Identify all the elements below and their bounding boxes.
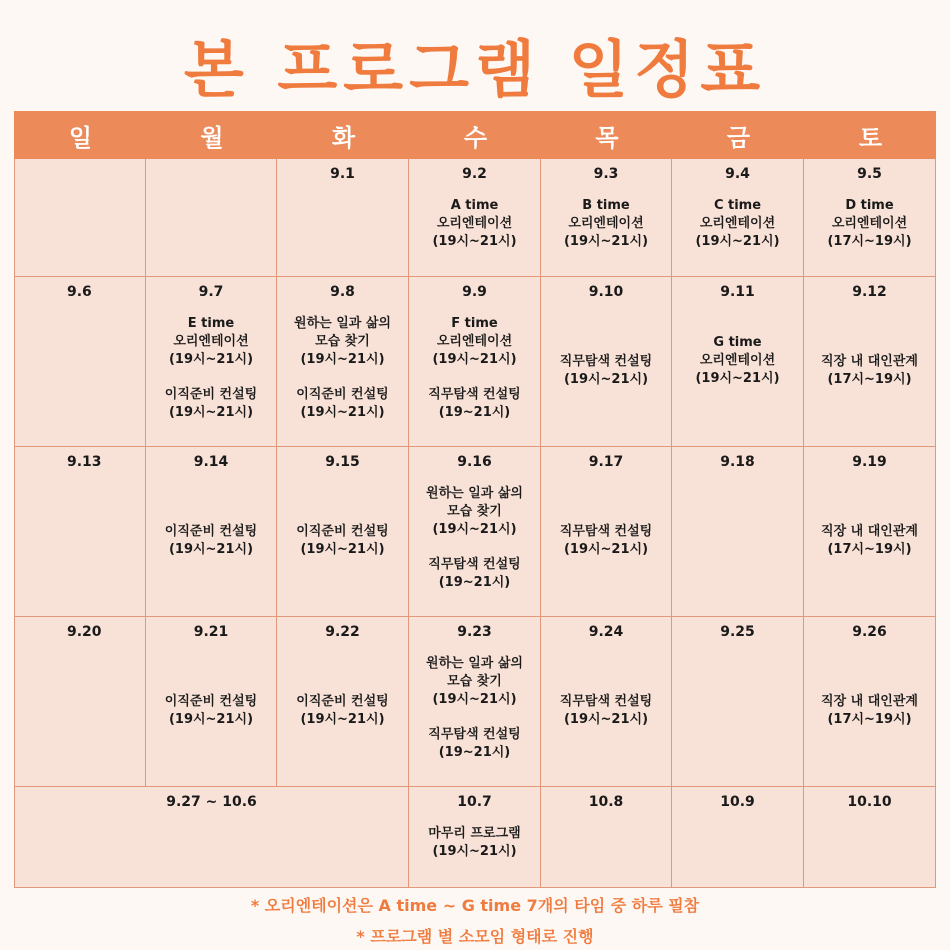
event-line: 직무탐색 컨설팅 xyxy=(559,354,653,369)
event-line: 이직준비 컨설팅 xyxy=(164,694,258,709)
day-events xyxy=(541,197,671,251)
day-date: 9.11 xyxy=(720,284,755,300)
event-line: (19시~21시) xyxy=(168,712,254,727)
note-small-group: * 프로그램 별 소모임 형태로 진행 xyxy=(356,927,594,946)
event-line: (19시~21시) xyxy=(300,405,385,420)
event-line: A time xyxy=(450,198,499,213)
calendar-day-cell xyxy=(804,787,936,888)
event-line: 원하는 일과 삶의 xyxy=(426,486,523,501)
event-line: 이직준비 컨설팅 xyxy=(164,524,258,539)
event-line: (17시~19시) xyxy=(827,542,912,557)
event-line: G time xyxy=(713,335,762,350)
event-line: 모습 찾기 xyxy=(315,334,370,349)
day-date: 9.5 xyxy=(857,166,882,182)
day-date: 9.16 xyxy=(457,454,492,470)
day-events xyxy=(409,655,540,762)
day-events xyxy=(804,655,935,729)
weekday-header-sat: 토 xyxy=(804,111,936,159)
calendar-day-cell xyxy=(672,617,804,787)
event-line: 오리엔테이션 xyxy=(699,353,776,368)
event-line: 오리엔테이션 xyxy=(436,334,513,349)
day-date: 9.12 xyxy=(852,284,887,300)
day-events xyxy=(804,485,935,559)
event-line: 원하는 일과 삶의 xyxy=(294,316,391,331)
event-line: (19시~21시) xyxy=(432,844,517,859)
calendar-day-cell xyxy=(804,277,936,447)
calendar-day-cell xyxy=(14,617,146,787)
event-line: 모습 찾기 xyxy=(447,674,502,689)
event-line: 이직준비 컨설팅 xyxy=(296,524,389,539)
day-date: 9.14 xyxy=(193,454,229,470)
day-date: 9.7 xyxy=(198,284,224,300)
day-date: 10.8 xyxy=(588,794,624,810)
event-line: 이직준비 컨설팅 xyxy=(296,694,389,709)
event-line: (19~21시) xyxy=(438,575,511,590)
event-spacer xyxy=(409,539,540,556)
day-events xyxy=(672,315,803,388)
event-line: 이직준비 컨설팅 xyxy=(164,387,258,402)
day-events xyxy=(146,655,276,729)
day-date: 9.20 xyxy=(67,624,102,640)
calendar-grid xyxy=(14,111,936,888)
day-date: 9.13 xyxy=(67,454,102,470)
event-line: (19시~21시) xyxy=(432,522,517,537)
event-line: 오리엔테이션 xyxy=(831,216,908,231)
day-date: 9.25 xyxy=(720,624,755,640)
event-line: 모습 찾기 xyxy=(447,504,502,519)
day-date: 10.9 xyxy=(720,794,755,810)
day-date xyxy=(15,165,145,183)
day-date: 9.26 xyxy=(852,624,887,640)
event-line: 오리엔테이션 xyxy=(568,216,644,231)
event-line: 직무탐색 컨설팅 xyxy=(428,557,521,572)
day-events xyxy=(672,197,803,251)
calendar-day-cell xyxy=(804,617,936,787)
event-spacer xyxy=(409,709,540,726)
calendar-day-cell xyxy=(541,617,672,787)
calendar-day-cell xyxy=(541,159,672,277)
day-date: 9.9 xyxy=(462,284,487,300)
event-line: (19시~21시) xyxy=(168,405,254,420)
event-line: 직무탐색 컨설팅 xyxy=(559,694,653,709)
calendar-day-cell xyxy=(146,617,277,787)
event-line: (17시~19시) xyxy=(827,234,912,249)
event-line: (19~21시) xyxy=(438,745,511,760)
event-line: (19시~21시) xyxy=(563,372,649,387)
day-events xyxy=(409,485,540,592)
event-line: 직무탐색 컨설팅 xyxy=(559,524,653,539)
day-events xyxy=(804,197,935,251)
day-date: 9.15 xyxy=(325,454,360,470)
weekday-header-fri: 금 xyxy=(672,111,804,159)
event-line: B time xyxy=(582,198,630,213)
event-line: (19시~21시) xyxy=(168,352,254,367)
day-date xyxy=(146,165,276,183)
day-events xyxy=(146,485,276,559)
calendar-day-cell xyxy=(804,447,936,617)
event-line: 직장 내 대인관계 xyxy=(821,694,918,709)
event-line: (19시~21시) xyxy=(563,712,649,727)
day-date: 10.7 xyxy=(457,794,492,810)
day-date: 9.4 xyxy=(725,166,750,182)
event-line: (19시~21시) xyxy=(695,371,780,386)
event-line: (19시~21시) xyxy=(300,542,385,557)
calendar-day-cell xyxy=(277,617,409,787)
calendar-day-cell xyxy=(672,277,804,447)
day-date: 9.8 xyxy=(330,284,355,300)
weekday-header-wed: 수 xyxy=(409,111,541,159)
calendar-day-cell xyxy=(146,447,277,617)
event-line: (19시~21시) xyxy=(563,542,649,557)
calendar-day-cell xyxy=(804,159,936,277)
calendar-day-cell xyxy=(409,447,541,617)
calendar-day-cell xyxy=(541,277,672,447)
day-events xyxy=(409,315,540,422)
calendar-day-cell xyxy=(409,159,541,277)
day-date: 9.17 xyxy=(588,454,624,470)
day-events xyxy=(146,315,276,422)
day-events xyxy=(541,485,671,559)
calendar-day-cell xyxy=(146,277,277,447)
event-line: 원하는 일과 삶의 xyxy=(426,656,523,671)
calendar-day-cell xyxy=(14,159,146,277)
day-events xyxy=(277,655,408,729)
event-line: (19시~21시) xyxy=(695,234,780,249)
event-line: C time xyxy=(713,198,762,213)
event-line: 직무탐색 컨설팅 xyxy=(428,387,521,402)
calendar-day-cell xyxy=(409,787,541,888)
event-spacer xyxy=(409,369,540,386)
day-events xyxy=(277,485,408,559)
span-date: 9.27 ~ 10.6 xyxy=(166,794,257,810)
weekday-header-tue: 화 xyxy=(277,111,409,159)
event-line: 직무탐색 컨설팅 xyxy=(428,727,521,742)
event-line: 오리엔테이션 xyxy=(699,216,776,231)
weekday-header-sun: 일 xyxy=(14,111,146,159)
event-line: 직장 내 대인관계 xyxy=(821,354,918,369)
event-spacer xyxy=(146,369,276,386)
day-events xyxy=(277,315,408,422)
calendar-day-cell xyxy=(14,447,146,617)
day-date: 9.19 xyxy=(852,454,887,470)
day-events xyxy=(804,315,935,389)
calendar-day-cell xyxy=(672,787,804,888)
day-date: 9.24 xyxy=(588,624,624,640)
event-line: (19시~21시) xyxy=(300,712,385,727)
event-line: (19시~21시) xyxy=(432,352,517,367)
event-line: (17시~19시) xyxy=(827,712,912,727)
day-date: 10.10 xyxy=(847,794,892,810)
calendar-day-cell xyxy=(409,277,541,447)
event-line: (19시~21시) xyxy=(300,352,385,367)
day-date: 9.23 xyxy=(457,624,492,640)
event-line: 직장 내 대인관계 xyxy=(821,524,918,539)
calendar-day-cell xyxy=(277,277,409,447)
day-date: 9.10 xyxy=(588,284,624,300)
calendar-day-cell xyxy=(277,159,409,277)
event-line: D time xyxy=(845,198,894,213)
day-date: 9.22 xyxy=(325,624,360,640)
weekday-header-thu: 목 xyxy=(541,111,672,159)
note-orientation: * 오리엔테이션은 A time ~ G time 7개의 타임 중 하루 필참 xyxy=(250,896,700,915)
weekday-header-mon: 월 xyxy=(146,111,277,159)
calendar-day-cell xyxy=(14,277,146,447)
calendar-day-cell xyxy=(541,787,672,888)
event-line: F time xyxy=(451,316,498,331)
event-line: (19시~21시) xyxy=(432,692,517,707)
event-line: 마무리 프로그램 xyxy=(428,826,521,841)
event-line: 오리엔테이션 xyxy=(173,334,249,349)
calendar-day-cell xyxy=(409,617,541,787)
calendar-day-cell xyxy=(672,447,804,617)
day-events xyxy=(409,197,540,251)
day-date: 9.21 xyxy=(193,624,229,640)
day-events xyxy=(409,825,540,861)
event-line: (19시~21시) xyxy=(432,234,517,249)
event-line: 이직준비 컨설팅 xyxy=(296,387,389,402)
calendar-day-cell xyxy=(146,159,277,277)
event-line: (19시~21시) xyxy=(168,542,254,557)
day-events xyxy=(541,655,671,729)
calendar-span-cell xyxy=(14,787,409,888)
event-line: (19~21시) xyxy=(438,405,511,420)
day-events xyxy=(541,315,671,389)
day-date: 9.6 xyxy=(67,284,92,300)
event-line: (17시~19시) xyxy=(827,372,912,387)
calendar-day-cell xyxy=(672,159,804,277)
calendar-day-cell xyxy=(541,447,672,617)
day-date: 9.1 xyxy=(330,166,355,182)
event-line: E time xyxy=(187,316,235,331)
page-title: 본 프로그램 일정표 xyxy=(183,33,767,106)
event-line: (19시~21시) xyxy=(563,234,649,249)
day-date: 9.18 xyxy=(720,454,755,470)
event-spacer xyxy=(277,369,408,386)
day-date: 9.2 xyxy=(462,166,487,182)
event-line: 오리엔테이션 xyxy=(436,216,513,231)
calendar-day-cell xyxy=(277,447,409,617)
day-date: 9.3 xyxy=(593,166,619,182)
